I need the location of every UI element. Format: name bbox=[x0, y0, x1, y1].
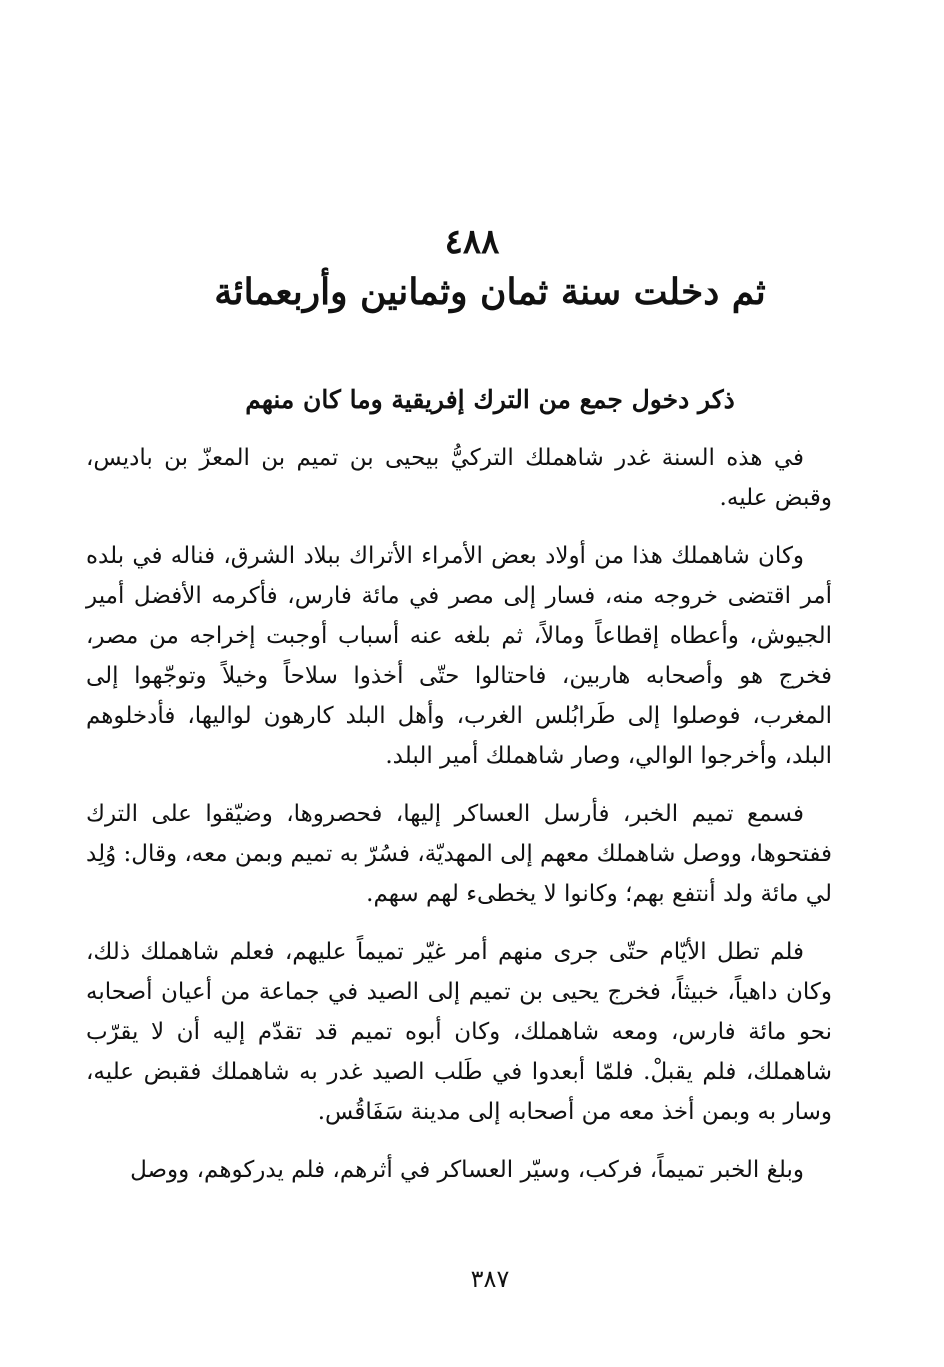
paragraph: في هذه السنة غدر شاهملك التركيُّ بيحيى بن تميم بن المعزّ بن باديس، وقبض عليه. bbox=[86, 445, 832, 511]
page-number: ٣٨٧ bbox=[470, 1265, 510, 1293]
chapter-title: ثم دخلت سنة ثمان وثمانين وأربعمائة bbox=[214, 271, 766, 313]
paragraph: وبلغ الخبر تميماً، فركب، وسيّر العساكر في أثرهم، فلم يدركوهم، ووصل bbox=[130, 1157, 804, 1183]
paragraph: فسمع تميم الخبر، فأرسل العساكر إليها، فحصروها، وضيّقوا على الترك ففتحوها، ووصل شاهملك معهم إلى المهديّة، فسُرّ به تميم وبمن معه، وقال: وُلِد لي مائة ولد أنتفع بهم؛ وكانوا لا يخطىء لهم سهم. bbox=[86, 801, 832, 907]
body-text bbox=[86, 438, 832, 1208]
paragraph: فلم تطل الأيّام حتّى جرى منهم أمر غيّر تميماً عليهم، فعلم شاهملك ذلك، وكان داهياً، خبيثاً، فخرج يحيى بن تميم إلى الصيد في جماعة من أعيان أصحابه نحو مائة فارس، ومعه شاهملك، وكان أبوه تميم قد تقدّم إليه أن لا يقرّب شاهملك، فلم يقبلْ. فلمّا أبعدوا في طَلب الصيد غدر به شاهملك فقبض عليه، وسار به وبمن أخذ معه من أصحابه إلى مدينة سَفَاقُس. bbox=[86, 939, 832, 1125]
section-heading: ذكر دخول جمع من الترك إفريقية وما كان منهم bbox=[245, 385, 735, 414]
year-number: ٤٨٨ bbox=[444, 222, 500, 262]
paragraph: وكان شاهملك هذا من أولاد بعض الأمراء الأتراك ببلاد الشرق، فناله في بلده أمر اقتضى خروجه منه، فسار إلى مصر في مائة فارس، فأكرمه الأفضل أمير الجيوش، وأعطاه إقطاعاً ومالاً، ثم بلغه عنه أسباب أوجبت إخراجه من مصر، فخرج هو وأصحابه هاربين، فاحتالوا حتّى أخذوا سلاحاً وخيلاً وتوجّهوا إلى المغرب، فوصلوا إلى طَرابُلس الغرب، وأهل البلد كارهون لواليها، فأدخلوهم البلد، وأخرجوا الوالي، وصار شاهملك أمير البلد. bbox=[86, 543, 832, 769]
